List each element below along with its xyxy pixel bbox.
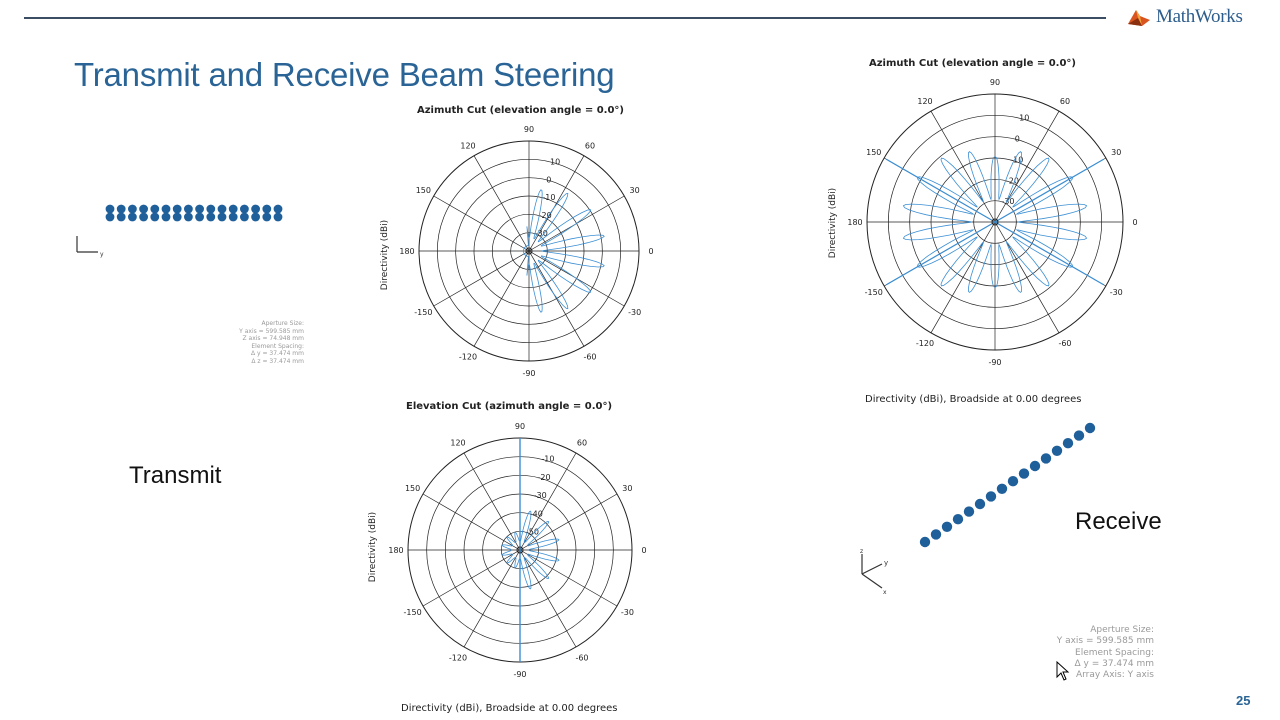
angle-tick-label: 180 bbox=[388, 546, 404, 555]
radial-tick-label: -30 bbox=[533, 491, 547, 501]
polar-grid-spoke bbox=[520, 550, 576, 647]
array-element bbox=[240, 205, 249, 214]
angle-tick-label: -60 bbox=[575, 653, 589, 663]
rx-axes-icon bbox=[852, 546, 896, 596]
array-element bbox=[262, 205, 271, 214]
array-element bbox=[229, 205, 238, 214]
polar-grid-spoke bbox=[931, 222, 995, 333]
angle-tick-label: 0 bbox=[641, 546, 647, 555]
array-element bbox=[262, 213, 271, 222]
radial-tick-label: 10 bbox=[550, 157, 561, 167]
tx-info-line: Δ y = 37.474 mm bbox=[251, 350, 304, 357]
radial-tick-label: -20 bbox=[537, 472, 551, 482]
angle-tick-label: 120 bbox=[450, 438, 466, 448]
array-element bbox=[150, 205, 159, 214]
array-element bbox=[975, 499, 985, 509]
tx-axes-icon bbox=[72, 232, 108, 260]
header-rule bbox=[24, 17, 1106, 19]
tx-info-line: Y axis = 599.585 mm bbox=[239, 327, 304, 335]
angle-tick-label: -90 bbox=[988, 358, 1002, 367]
polar-grid-spoke bbox=[520, 550, 617, 606]
tx-array-info bbox=[210, 320, 304, 365]
array-element bbox=[229, 213, 238, 222]
polar-grid-spoke bbox=[464, 453, 520, 550]
angle-tick-label: 0 bbox=[648, 247, 654, 256]
polar-grid-spoke bbox=[423, 494, 520, 550]
array-element bbox=[117, 205, 126, 214]
radial-tick-label: -20 bbox=[538, 211, 552, 221]
array-element bbox=[1041, 453, 1051, 463]
polar-grid-spoke bbox=[464, 550, 520, 647]
tx-axis-y-label: y bbox=[100, 251, 104, 258]
angle-tick-label: 60 bbox=[584, 141, 596, 151]
rx-info-line: Y axis = 599.585 mm bbox=[1056, 636, 1154, 647]
radial-tick-label: -10 bbox=[541, 454, 555, 464]
angle-tick-label: -30 bbox=[620, 608, 634, 617]
array-element bbox=[240, 213, 249, 222]
angle-tick-label: 120 bbox=[917, 96, 933, 106]
array-element bbox=[206, 205, 215, 214]
radial-tick-label: 0 bbox=[1014, 134, 1020, 144]
polar-grid-spoke bbox=[931, 111, 995, 222]
array-element bbox=[274, 205, 283, 214]
array-element bbox=[173, 213, 182, 222]
polar-grid-spoke bbox=[434, 251, 529, 306]
array-element bbox=[218, 205, 227, 214]
angle-tick-label: 90 bbox=[989, 78, 1001, 87]
angle-tick-label: -90 bbox=[513, 670, 527, 679]
array-element bbox=[1052, 446, 1062, 456]
array-element bbox=[1008, 476, 1018, 486]
array-element bbox=[964, 506, 974, 516]
array-element bbox=[162, 205, 171, 214]
array-element bbox=[942, 522, 952, 532]
array-element bbox=[986, 491, 996, 501]
array-element bbox=[920, 537, 930, 547]
angle-tick-label: 90 bbox=[523, 125, 535, 134]
angle-tick-label: 0 bbox=[1132, 218, 1138, 227]
array-element bbox=[195, 205, 204, 214]
rx-info-line: Aperture Size: bbox=[1090, 625, 1154, 635]
array-element bbox=[139, 205, 148, 214]
angle-tick-label: 150 bbox=[404, 484, 421, 493]
tx-info-line: Aperture Size: bbox=[261, 320, 304, 327]
radial-tick-label: -20 bbox=[1005, 176, 1019, 186]
array-element bbox=[128, 205, 137, 214]
array-element bbox=[106, 213, 115, 222]
page-number: 25 bbox=[1236, 693, 1251, 708]
array-element bbox=[997, 484, 1007, 494]
angle-tick-label: 30 bbox=[1111, 148, 1122, 157]
angle-tick-label: 150 bbox=[415, 186, 431, 195]
array-element bbox=[218, 213, 227, 222]
angle-tick-label: 150 bbox=[866, 148, 882, 157]
rx-info-line: Array Axis: Y axis bbox=[1075, 670, 1154, 680]
transmit-label: Transmit bbox=[129, 462, 222, 489]
array-element bbox=[1074, 430, 1084, 440]
tx-elevation-ylabel: Directivity (dBi) bbox=[368, 511, 378, 583]
polar-grid-spoke bbox=[520, 494, 617, 550]
angle-tick-label: 60 bbox=[576, 438, 588, 448]
angle-tick-label: 60 bbox=[1059, 96, 1071, 106]
array-element bbox=[173, 205, 182, 214]
rx-array-info bbox=[1020, 625, 1154, 681]
angle-tick-label: 120 bbox=[460, 141, 476, 151]
angle-tick-label: 180 bbox=[847, 218, 863, 227]
tx-azimuth-title: Azimuth Cut (elevation angle = 0.0°) bbox=[417, 105, 624, 116]
rx-info-line: Element Spacing: bbox=[1075, 647, 1154, 658]
rx-azimuth-ylabel: Directivity (dBi) bbox=[828, 187, 838, 259]
array-element bbox=[162, 213, 171, 222]
radial-tick-label: -30 bbox=[1001, 197, 1015, 207]
radial-tick-label: -30 bbox=[534, 229, 548, 239]
angle-tick-label: -120 bbox=[915, 339, 935, 349]
array-element bbox=[1063, 438, 1073, 448]
array-element bbox=[128, 213, 137, 222]
mathworks-logo bbox=[1126, 6, 1243, 28]
radial-tick-label: 10 bbox=[1019, 113, 1030, 123]
rx-axis-x-label: x bbox=[883, 589, 887, 596]
array-element bbox=[251, 205, 260, 214]
radial-tick-label: -10 bbox=[1010, 155, 1024, 165]
rx-axis-z-label: z bbox=[860, 548, 864, 555]
polar-grid-spoke bbox=[995, 222, 1059, 333]
angle-tick-label: 30 bbox=[629, 186, 640, 195]
tx-info-line: Element Spacing: bbox=[251, 342, 304, 350]
angle-tick-label: -90 bbox=[522, 369, 536, 378]
angle-tick-label: -60 bbox=[1058, 339, 1072, 349]
array-element bbox=[106, 205, 115, 214]
array-element bbox=[184, 205, 193, 214]
array-element bbox=[195, 213, 204, 222]
array-element bbox=[1085, 423, 1095, 433]
angle-tick-label: 90 bbox=[514, 422, 526, 431]
angle-tick-label: -30 bbox=[628, 308, 642, 317]
logo-text: MathWorks bbox=[1156, 6, 1243, 27]
receive-label: Receive bbox=[1075, 508, 1162, 535]
receive-array bbox=[915, 420, 1100, 550]
tx-info-line: Δ z = 37.474 mm bbox=[251, 357, 304, 365]
rx-azimuth-title: Azimuth Cut (elevation angle = 0.0°) bbox=[869, 58, 1076, 69]
tx-elevation-polar-plot bbox=[390, 412, 652, 686]
angle-tick-label: 30 bbox=[622, 484, 633, 493]
radial-tick-label: -50 bbox=[525, 527, 539, 537]
array-element bbox=[184, 213, 193, 222]
rx-azimuth-polar-plot bbox=[845, 70, 1150, 375]
angle-tick-label: -150 bbox=[864, 288, 883, 297]
angle-tick-label: -150 bbox=[414, 308, 433, 317]
angle-tick-label: -120 bbox=[458, 352, 478, 362]
angle-tick-label: -30 bbox=[1109, 288, 1123, 297]
radial-tick-label: 0 bbox=[546, 175, 552, 185]
tx-elevation-title: Elevation Cut (azimuth angle = 0.0°) bbox=[406, 401, 613, 412]
rx-info-line: Δ y = 37.474 mm bbox=[1074, 658, 1154, 669]
polar-grid-spoke bbox=[434, 196, 529, 251]
array-element bbox=[150, 213, 159, 222]
transmit-array bbox=[100, 200, 290, 230]
slide-title: Transmit and Receive Beam Steering bbox=[74, 56, 615, 93]
array-element bbox=[953, 514, 963, 524]
angle-tick-label: 180 bbox=[399, 247, 415, 256]
radial-tick-label: -10 bbox=[542, 193, 556, 203]
tx-azimuth-ylabel: Directivity (dBi) bbox=[380, 219, 390, 291]
angle-tick-label: -60 bbox=[583, 352, 597, 362]
polar-grid-spoke bbox=[423, 550, 520, 606]
array-element bbox=[206, 213, 215, 222]
mouse-pointer-icon bbox=[1056, 661, 1070, 681]
rx-azimuth-caption: Directivity (dBi), Broadside at 0.00 degrees bbox=[865, 394, 1082, 405]
array-element bbox=[251, 213, 260, 222]
rx-axis-y-label: y bbox=[884, 559, 889, 567]
array-element bbox=[274, 213, 283, 222]
array-element bbox=[1030, 461, 1040, 471]
radial-tick-label: -40 bbox=[529, 509, 543, 519]
array-element bbox=[1019, 468, 1029, 478]
polar-grid-spoke bbox=[474, 156, 529, 251]
angle-tick-label: -120 bbox=[448, 653, 468, 663]
tx-azimuth-polar-plot bbox=[400, 118, 660, 384]
angle-tick-label: -150 bbox=[403, 608, 422, 617]
membrane-icon bbox=[1126, 6, 1152, 28]
array-element bbox=[931, 529, 941, 539]
array-element bbox=[139, 213, 148, 222]
polar-grid-spoke bbox=[474, 251, 529, 346]
array-element bbox=[117, 213, 126, 222]
tx-info-line: Z axis = 74.948 mm bbox=[242, 335, 304, 342]
tx-elevation-caption: Directivity (dBi), Broadside at 0.00 degrees bbox=[401, 703, 618, 714]
